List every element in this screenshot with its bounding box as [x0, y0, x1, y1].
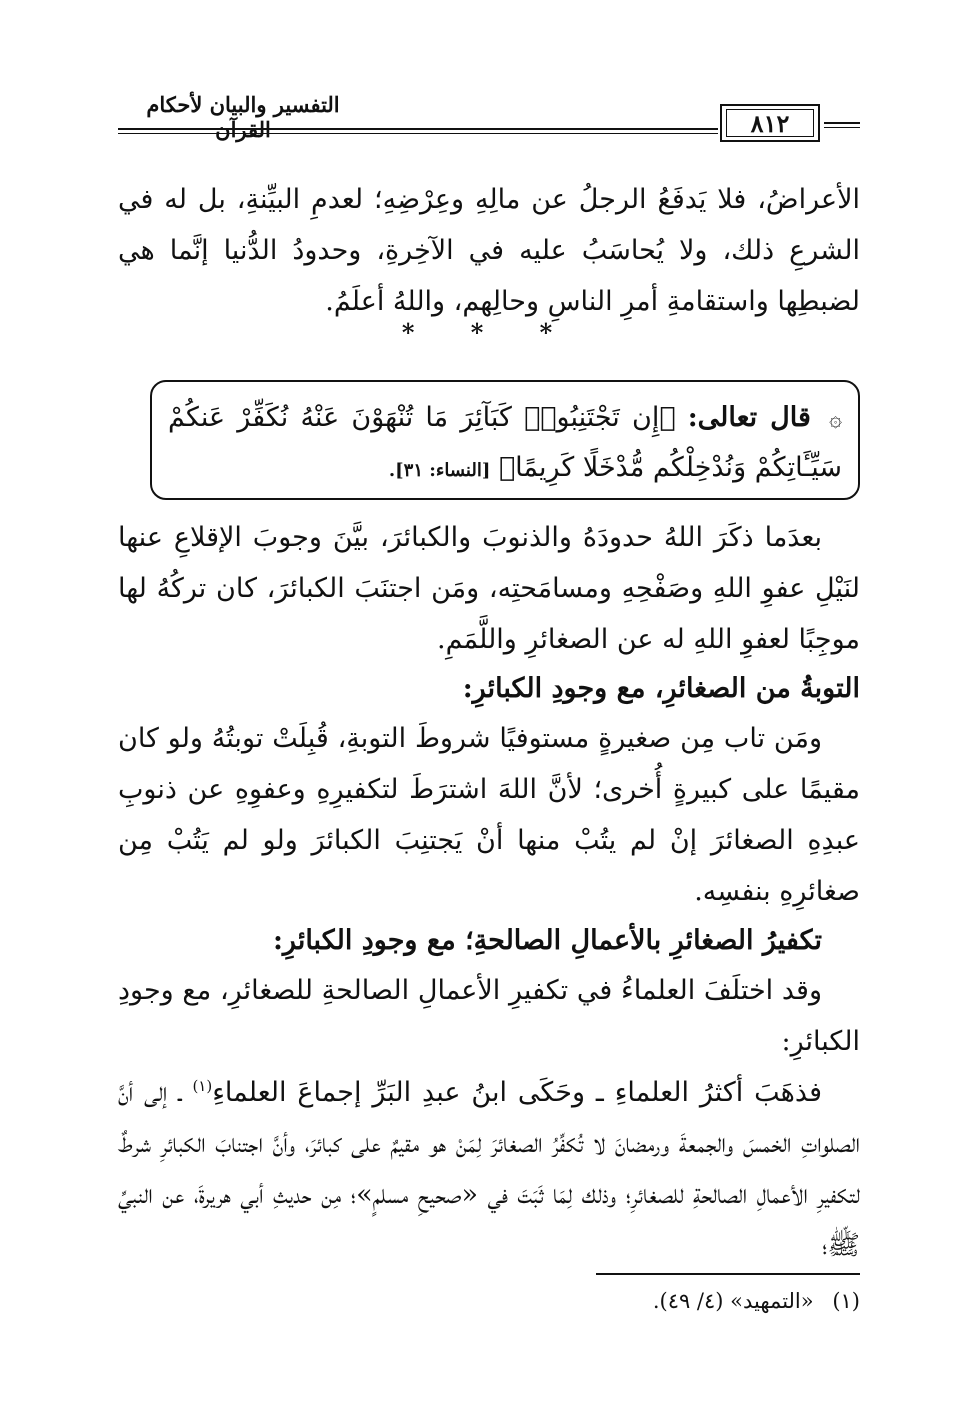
- page-number: ٨١٢: [726, 109, 814, 137]
- section-separator: * * *: [401, 318, 577, 347]
- header-rule-thin: [118, 133, 718, 134]
- paragraph-3: ومَن تاب مِن صغيرةٍ مستوفيًا شروطَ التوبةِ، قُبِلَتْ توبتُهُ ولو كان مقيمًا على كبيرةٍ أُخرى؛ لأنَّ اللهَ اشترَطَ لتكفيرِهِ وعفوِهِ عن ذنوبِ عبدِهِ الصغائرَ إنْ لم يتُبْ منها أنْ يَجتنِبَ الكبائرَ ولو لم يَتُبْ مِن صغائرِهِ بنفسِه.: [118, 723, 860, 907]
- section-heading-1: التوبةُ من الصغائرِ، مع وجودِ الكبائرِ:: [462, 673, 860, 704]
- header-tail-rule: [824, 122, 860, 124]
- intro-block: [118, 174, 860, 327]
- header-tail-rule-thin: [824, 127, 860, 128]
- verse-text-block: [168, 394, 842, 495]
- intro-paragraph: الأعراضُ، فلا يَدفَعُ الرجلُ عن مالِهِ وعِرْضِهِ؛ لعدمِ البيِّنةِ، بل له في الشرعِ ذلك، ولا يُحاسَبُ عليه في الآخِرةِ، وحدودُ الدُّنيا إنَّما هي لضبطِها واستقامةِ أمرِ الناسِ وحالِهم، واللهُ أعلَمُ.: [118, 184, 860, 317]
- footnote-marker: (١): [832, 1289, 860, 1313]
- paragraph-5: [118, 1067, 860, 1271]
- paragraph-5-start: فذهَبَ أكثرُ العلماءِ ـ وحَكَى ابنُ عبدِ البَرِّ إجماعَ العلماءِ: [212, 1077, 822, 1108]
- verse-box: [150, 380, 860, 500]
- verse-intro: قال تعالى:: [687, 402, 811, 433]
- section-heading-2: تكفيرُ الصغائرِ بالأعمالِ الصالحةِ؛ مع وجودِ الكبائرِ:: [272, 925, 822, 956]
- main-text: [118, 512, 860, 1271]
- verse-text: ﴿إِن تَجْتَنِبُوا۟ كَبَآئِرَ مَا تُنْهَوْنَ عَنْهُ نُكَفِّرْ عَنكُمْ سَيِّـَٔاتِكُمْ وَنُدْخِلْكُم مُّدْخَلًا كَرِيمًا﴾: [168, 402, 842, 483]
- footnote-reference: (١): [192, 1077, 213, 1095]
- paragraph-2: بعدَما ذكَرَ اللهُ حدودَهُ والذنوبَ والكبائرَ، بيَّنَ وجوبَ الإقلاعِ عنها لنَيْلِ عفوِ اللهِ وصَفْحِهِ ومسامَحتِه، ومَن اجتنَبَ الكبائرَ، كان تركُهُ لها موجِبًا لعفوِ اللهِ له عن الصغائرِ واللَّمَمِ.: [118, 522, 860, 655]
- verse-reference: [النساء: ٣١].: [388, 460, 491, 481]
- footnote: [118, 1284, 860, 1318]
- paragraph-5-rest: ـ إلى أنَّ الصلواتِ الخمسَ والجمعةَ ورمضانَ لا تُكفِّرُ الصغائرَ لِمَنْ هو مقيمٌ على كبائرَ، وأنَّ اجتنابَ الكبائرِ شرطٌ لتكفيرِ الأعمالِ الصالحةِ للصغائرِ؛ وذلك لِمَا ثَبَتَ في «صحيحِ مسلمٍ»؛ مِن حديثِ أبي هريرةَ، عن النبيِّ ﷺ؛: [118, 1077, 860, 1261]
- verse-ornament-icon: ۞: [829, 407, 842, 432]
- page-number-frame: [720, 104, 820, 142]
- running-header: [118, 86, 860, 156]
- paragraph-4: وقد اختلَفَ العلماءُ في تكفيرِ الأعمالِ الصالحةِ للصغائرِ، مع وجودِ الكبائرِ:: [118, 975, 860, 1057]
- book-title: التفسير والبيان لأحكام القرآن: [146, 92, 340, 142]
- footnote-rule: [596, 1273, 860, 1275]
- header-rule: [118, 128, 718, 130]
- footnote-text: «التمهيد» (٤/ ٤٩).: [652, 1289, 814, 1313]
